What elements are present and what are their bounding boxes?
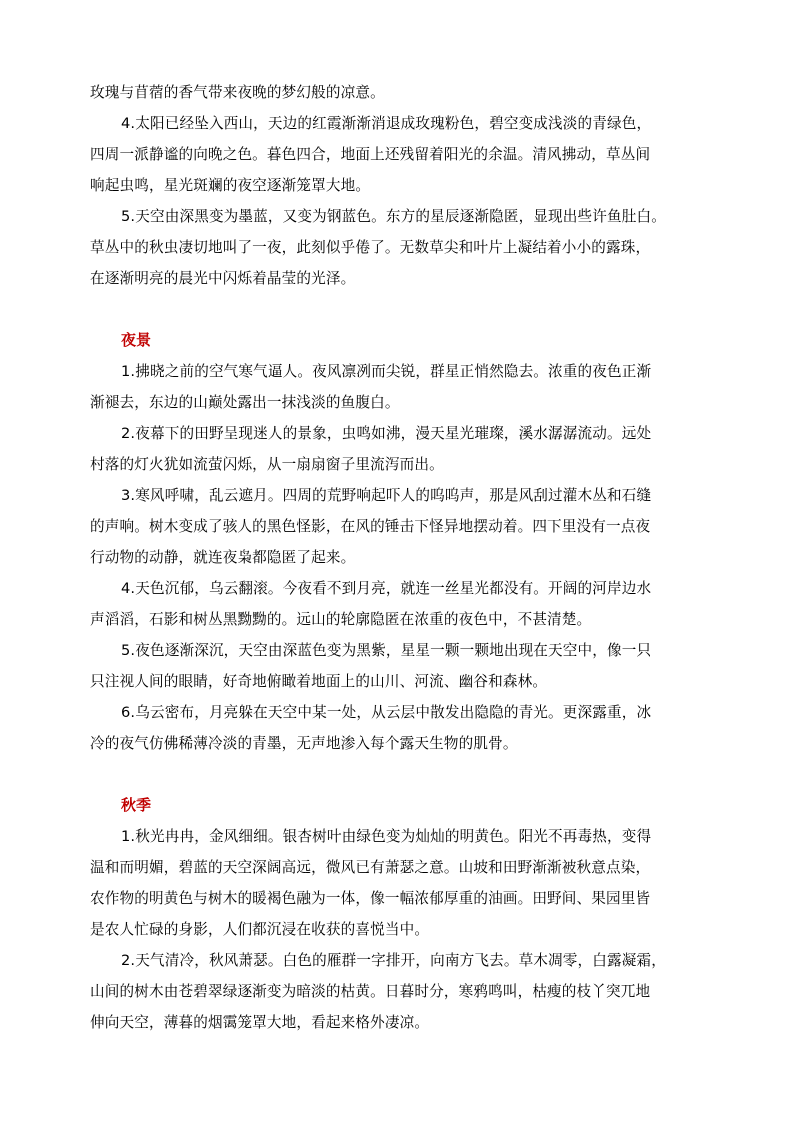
document-page [90,77,706,1038]
paragraph-line: 伸向天空，薄暮的烟霭笼罩大地，看起来格外凄凉。 [90,1014,430,1031]
paragraph-line: 5.天空由深黑变为墨蓝，又变为钢蓝色。东方的星辰逐渐隐匿，显现出些许鱼肚白。 [121,208,667,225]
paragraph-night-1 [90,356,706,418]
paragraph-line: 4.天色沉郁，乌云翻滚。今夜看不到月亮，就连一丝星光都没有。开阔的河岸边水 [121,580,652,597]
paragraph-night-5 [90,635,706,697]
paragraph-line: 2.天气清冷，秋风萧瑟。白色的雁群一字排开，向南方飞去。草木凋零，白露凝霜， [121,952,667,969]
paragraph-line: 行动物的动静，就连夜枭都隐匿了起来。 [90,549,356,566]
paragraph-line: 2.夜幕下的田野呈现迷人的景象，虫鸣如沸，漫天星光璀璨，溪水潺潺流动。远处 [121,425,652,442]
paragraph-line: 山间的树木由苍碧翠绿逐渐变为暗淡的枯黄。日暮时分，寒鸦鸣叫，枯瘦的枝丫突兀地 [90,983,651,1000]
paragraph-line: 4.太阳已经坠入西山，天边的红霞渐渐消退成玫瑰粉色，碧空变成浅淡的青绿色， [121,115,652,132]
paragraph-line: 3.寒风呼啸，乱云遮月。四周的荒野响起吓人的呜呜声，那是风刮过灌木丛和石缝 [121,487,652,504]
paragraph-line: 1.秋光冉冉，金风细细。银杏树叶由绿色变为灿灿的明黄色。阳光不再毒热，变得 [121,828,652,845]
paragraph-line: 响起虫鸣，星光斑斓的夜空逐渐笼罩大地。 [90,177,371,194]
paragraph-line: 5.夜色逐渐深沉，天空由深蓝色变为黑紫，星星一颗一颗地出现在天空中，像一只 [121,642,652,659]
paragraph-line: 6.乌云密布，月亮躲在天空中某一处，从云层中散发出隐隐的青光。更深露重，冰 [121,704,652,721]
paragraph-line: 声滔滔，石影和树丛黑黝黝的。远山的轮廓隐匿在浓重的夜色中，不甚清楚。 [90,611,592,628]
paragraph-line: 四周一派静谧的向晚之色。暮色四合，地面上还残留着阳光的余温。清风拂动，草丛间 [90,146,651,163]
paragraph-line: 1.拂晓之前的空气寒气逼人。夜风凛冽而尖锐，群星正悄然隐去。浓重的夜色正渐 [121,363,652,380]
paragraph-autumn-2 [90,945,706,1038]
paragraph-night-4 [90,573,706,635]
paragraph-line: 渐褪去，东边的山巅处露出一抹浅淡的鱼腹白。 [90,394,400,411]
paragraph-line: 的声响。树木变成了骇人的黑色怪影，在风的锤击下怪异地摆动着。四下里没有一点夜 [90,518,651,535]
paragraph-line: 在逐渐明亮的晨光中闪烁着晶莹的光泽。 [90,270,356,287]
paragraph-line: 草丛中的秋虫凄切地叫了一夜，此刻似乎倦了。无数草尖和叶片上凝结着小小的露珠， [90,239,651,256]
paragraph-line: 农作物的明黄色与树木的暖褐色融为一体，像一幅浓郁厚重的油画。田野间、果园里皆 [90,890,651,907]
paragraph-night-2 [90,418,706,480]
paragraph-line: 玫瑰与苜蓿的香气带来夜晚的梦幻般的凉意。 [90,84,385,101]
paragraph-evening-4 [90,108,706,201]
paragraph-line: 冷的夜气仿佛稀薄冷淡的青墨，无声地渗入每个露天生物的肌骨。 [90,735,518,752]
paragraph-line: 温和而明媚，碧蓝的天空深阔高远，微风已有萧瑟之意。山坡和田野渐渐被秋意点染， [90,859,651,876]
paragraph-night-6 [90,697,706,759]
paragraph-dawn-5 [90,201,706,294]
paragraph-line: 只注视人间的眼睛，好奇地俯瞰着地面上的山川、河流、幽谷和森林。 [90,673,548,690]
section-heading-night: 夜景 [121,331,152,349]
paragraph-autumn-1 [90,821,706,945]
paragraph-line: 村落的灯火犹如流萤闪烁，从一扇扇窗子里流泻而出。 [90,456,444,473]
paragraph-night-3 [90,480,706,573]
section-heading-autumn: 秋季 [121,796,152,814]
paragraph-line: 是农人忙碌的身影，人们都沉浸在收获的喜悦当中。 [90,921,430,938]
